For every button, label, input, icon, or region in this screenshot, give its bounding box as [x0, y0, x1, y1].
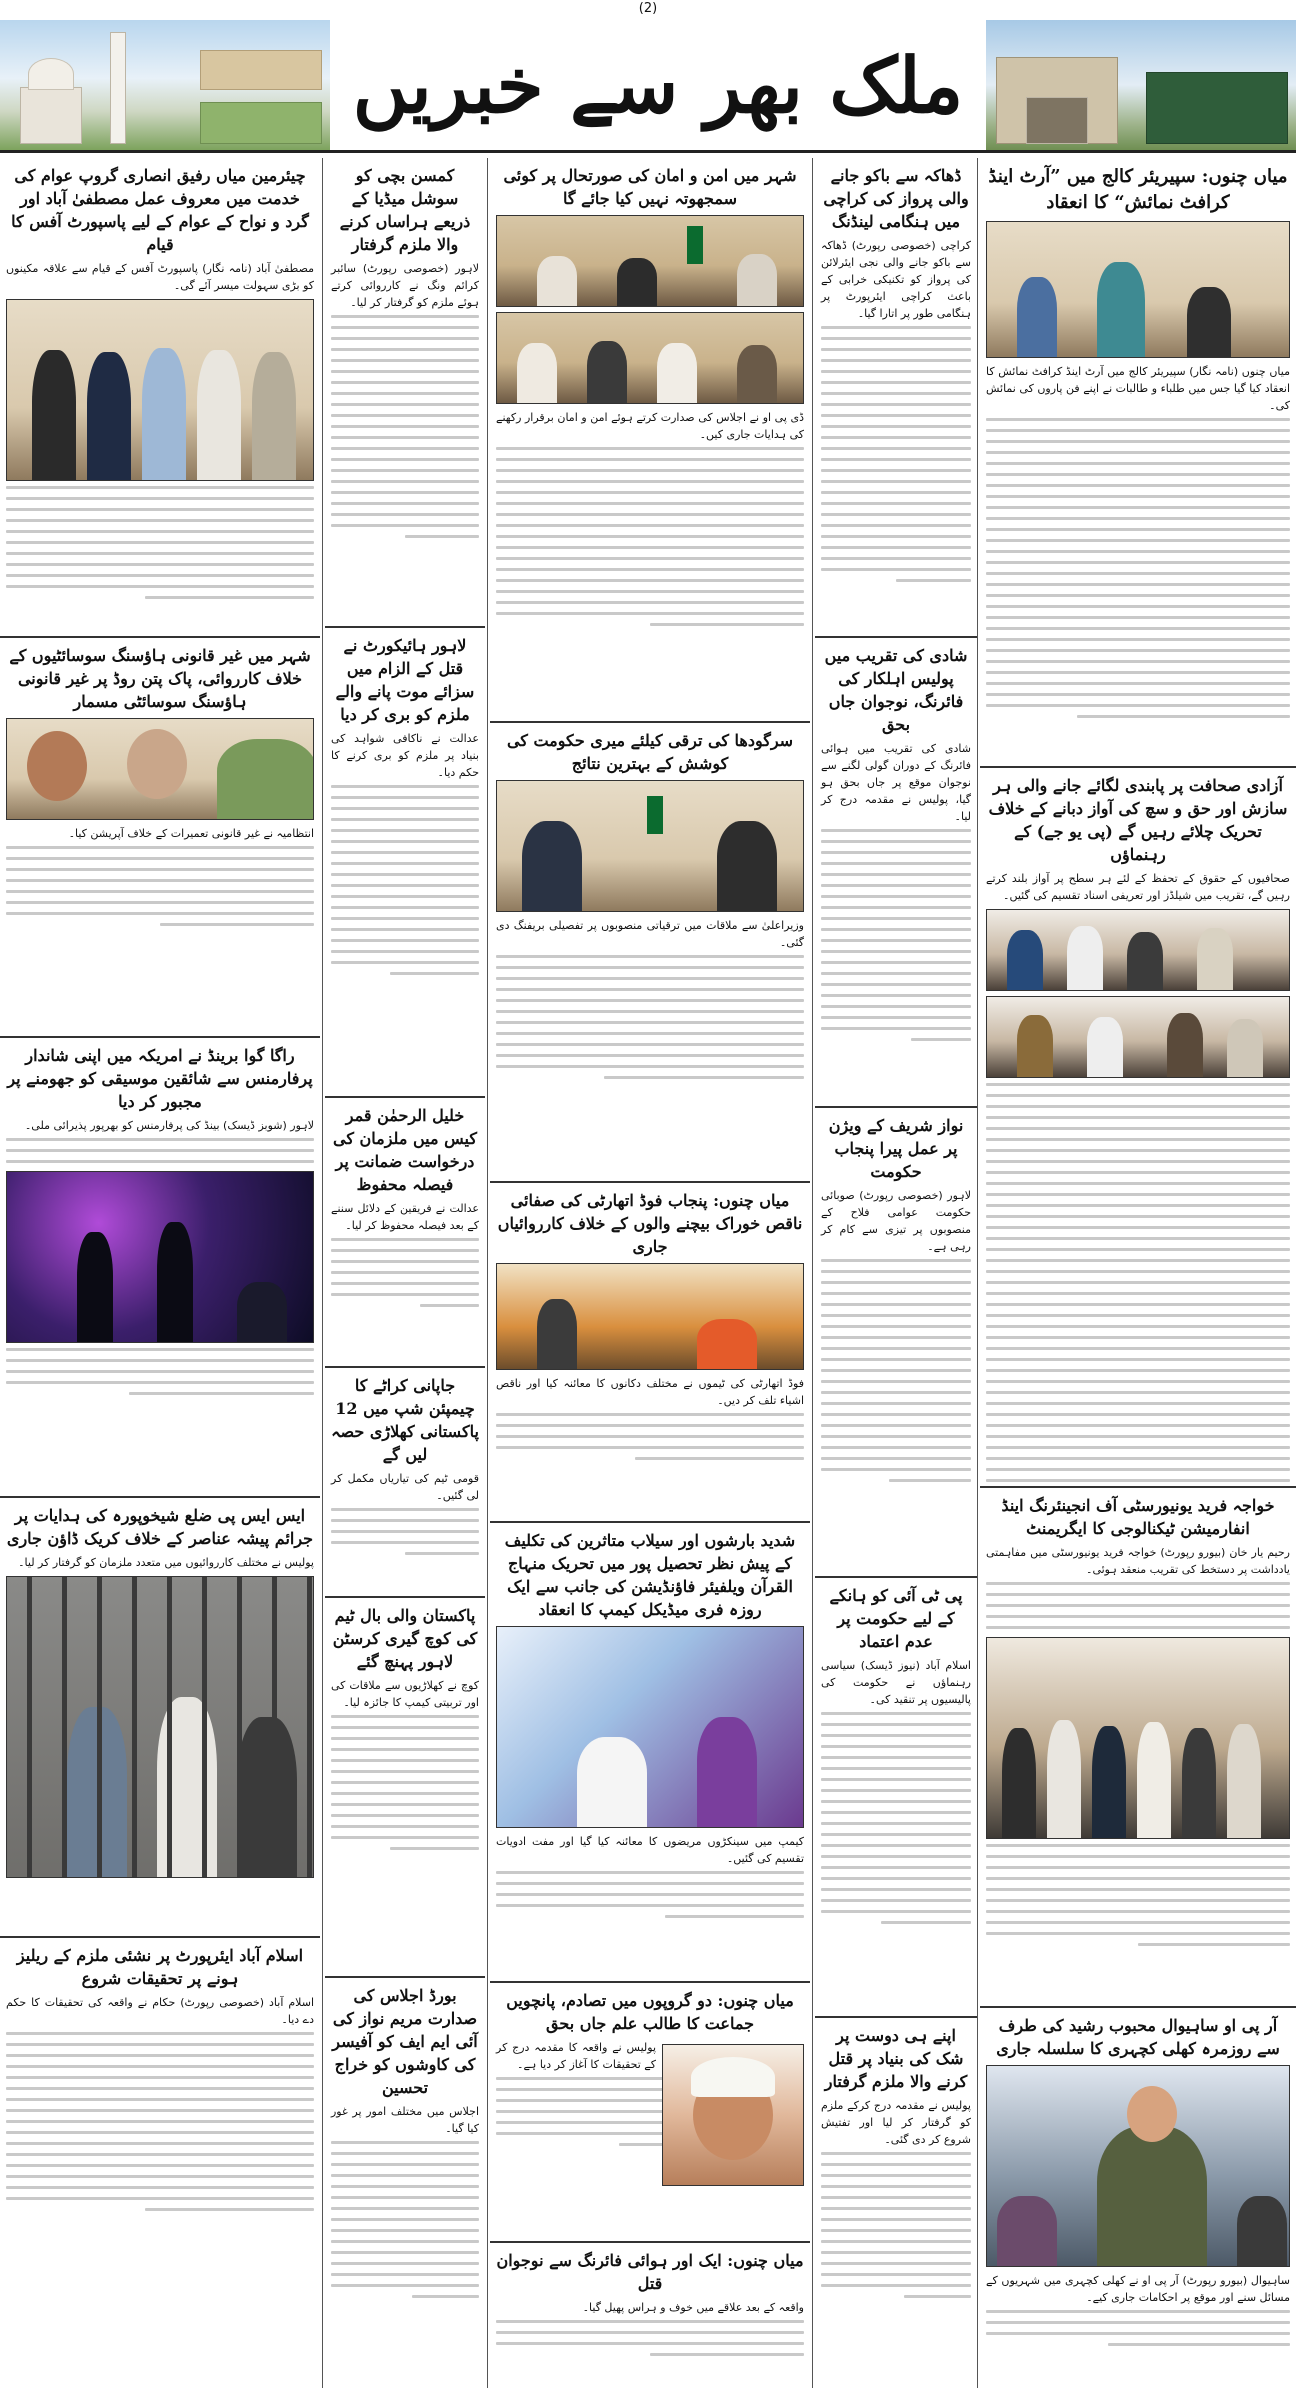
article-text: میاں چنوں (نامہ نگار) سپیریئر کالج میں آرٹ اینڈ کرافٹ نمائش کا انعقاد کیا گیا جس میں طلباء و طالبات نے اپنے فن پاروں کی نمائش کی۔	[986, 365, 1290, 412]
headline: آزادی صحافت پر پابندی لگائے جانے والی ہر سازش اور حق و سچ کی آواز دبانے کے خلاف تحریک چلائے رہیں گے (پی یو جے) کے رہنماؤں	[988, 776, 1288, 864]
article-text: عدالت نے فریقین کے دلائل سننے کے بعد فیصلہ محفوظ کر لیا۔	[331, 1202, 479, 1232]
person-figure	[157, 1697, 217, 1877]
meeting-photo-2	[496, 312, 804, 404]
headline: شادی کی تقریب میں پولیس اہلکار کی فائرنگ، نوجوان جاں بحق	[824, 646, 968, 734]
article-text: لاہور (شوبز ڈیسک) بینڈ کی پرفارمنس کو بھرپور پذیرائی ملی۔	[24, 1119, 314, 1132]
stadium-field	[200, 102, 322, 144]
headline: شہر میں غیر قانونی ہاؤسنگ سوسائٹیوں کے خلاف کارروائی، پاک پتن روڈ پر غیر قانونی ہاؤسنگ سوسائٹی مسمار	[9, 646, 311, 711]
text-lines	[6, 486, 314, 599]
column-1	[980, 158, 1296, 2388]
headline: شہر میں امن و امان کی صورتحال پر کوئی سمجھوتہ نہیں کیا جائے گا	[503, 166, 797, 208]
person-figure	[697, 1717, 757, 1827]
headline: چیئرمین میاں رفیق انصاری گروپ عوام کی خدمت میں معروف عمل مصطفیٰ آباد اور گرد و نواح کے عوام کے لیے پاسپورٹ آفس کا قیام	[11, 166, 309, 254]
masthead	[0, 20, 1296, 153]
text-lines	[6, 1348, 314, 1395]
minar-tower	[110, 32, 126, 144]
article-islamabad-airport	[0, 1938, 320, 2338]
column-4	[325, 158, 485, 2388]
article-text: رحیم یار خان (بیورو رپورٹ) خواجہ فرید یونیورسٹی میں مفاہمتی یادداشت پر دستخط کی تقریب منعقد ہوئی۔	[986, 1546, 1290, 1576]
headline: نواز شریف کے ویژن پر عمل پیرا پنجاب حکومت	[828, 1116, 964, 1181]
article-bail-decision	[325, 1098, 485, 1368]
student-photo	[662, 2044, 804, 2186]
article-wedding-firing	[815, 638, 977, 1108]
column-5	[0, 158, 320, 2388]
burning-goods	[697, 1319, 757, 1369]
headline: پاکستان والی بال ٹیم کی کوچ گیری کرسٹن لاہور پہنچ گئے	[332, 1606, 478, 1671]
article-text: اجلاس میں مختلف امور پر غور کیا گیا۔	[331, 2105, 479, 2135]
doctor-figure	[577, 1737, 647, 1827]
person-figure	[1227, 1724, 1261, 1838]
text-lines	[821, 829, 971, 1041]
column-divider	[812, 158, 813, 2388]
concert-photo	[6, 1171, 314, 1343]
article-text: ساہیوال (بیورو رپورٹ) آر پی او نے کھلی کچہری میں شہریوں کے مسائل سنے اور موقع پر احکامات جاری کیے۔	[986, 2274, 1290, 2304]
column-divider	[977, 158, 978, 2388]
text-lines	[331, 2141, 479, 2298]
person-figure	[32, 350, 76, 480]
text-lines	[986, 2310, 1290, 2346]
cm-meeting-photo	[496, 780, 804, 912]
article-friend-murder	[815, 2018, 977, 2388]
person-figure	[517, 343, 557, 403]
person-figure	[1167, 1013, 1203, 1077]
person-figure	[657, 343, 697, 403]
text-lines	[821, 2152, 971, 2298]
person-figure	[1087, 1017, 1123, 1077]
performer-figure	[77, 1232, 113, 1342]
meeting-photo-1	[496, 215, 804, 307]
column-2	[815, 158, 977, 2388]
text-lines	[821, 1712, 971, 1924]
headline: پی ٹی آئی کو ہانکے کے لیے حکومت پر عدم اعتماد	[829, 1586, 963, 1651]
garden-building	[200, 50, 322, 90]
column-divider	[322, 158, 323, 2388]
headline: شدید بارشوں اور سیلاب متاثرین کی تکلیف کے پیش نظر تحصیل پور میں تحریک منہاج القرآن ویلفیئر فاؤنڈیشن کی جانب سے ایک روزہ فری میڈیکل کیمپ کا انعقاد	[504, 1531, 796, 1619]
person-figure	[142, 348, 186, 480]
text-lines	[496, 1871, 804, 1918]
medical-camp-photo	[496, 1626, 804, 1828]
person-figure	[1227, 1019, 1263, 1077]
article-text: انتظامیہ نے غیر قانونی تعمیرات کے خلاف آپریشن کیا۔	[68, 827, 314, 840]
article-sargodha-development	[490, 723, 810, 1183]
passport-office-photo	[6, 299, 314, 481]
text-lines	[821, 326, 971, 582]
masthead-photo-left-monuments	[986, 20, 1296, 150]
text-lines	[821, 1259, 971, 1482]
officer-head	[1127, 2086, 1177, 2142]
person-figure	[1002, 1728, 1036, 1838]
article-text: شادی کی تقریب میں ہوائی فائرنگ کے دوران گولی لگنے سے نوجوان موقع پر جاں بحق ہو گیا، پولیس نے مقدمہ درج کر لیا۔	[821, 742, 971, 823]
rpo-open-court-photo	[986, 2065, 1290, 2267]
headline: میاں چنوں: سپیریئر کالج میں ”آرٹ اینڈ کرافٹ نمائش“ کا انعقاد	[988, 166, 1288, 213]
article-sheikhupura-crackdown	[0, 1498, 320, 1938]
university-agreement-photo	[986, 1637, 1290, 1839]
person-figure	[197, 350, 241, 480]
column-3	[490, 158, 810, 2388]
headline: آر پی او ساہیوال محبوب رشید کی طرف سے روزمرہ کھلی کچہری کا سلسلہ جاری	[996, 2016, 1280, 2058]
text-lines	[986, 1083, 1290, 1488]
headline: اسلام آباد ایئرپورٹ پر نشئی ملزم کے ریلیز ہونے پر تحقیقات شروع	[16, 1946, 304, 1988]
text-lines	[496, 447, 804, 626]
person-figure	[1197, 928, 1233, 990]
article-text: اسلام آباد (خصوصی رپورٹ) حکام نے واقعہ کی تحقیقات کا حکم دے دیا۔	[6, 1996, 314, 2026]
headline: خلیل الرحمٰن قمر کیس میں ملزمان کی درخواست ضمانت پر فیصلہ محفوظ	[333, 1106, 477, 1194]
text-lines	[496, 1413, 804, 1460]
article-rpo-open-court	[980, 2008, 1296, 2388]
text-lines	[6, 2032, 314, 2211]
flag	[687, 226, 703, 264]
text-lines	[986, 1844, 1290, 1946]
jail-photo	[6, 1576, 314, 1878]
article-text: اسلام آباد (نیوز ڈیسک) سیاسی رہنماؤں نے حکومت کی پالیسیوں پر تنقید کی۔	[821, 1659, 971, 1706]
article-law-and-order	[490, 158, 810, 723]
person-figure	[1017, 277, 1057, 357]
headline: ایس ایس پی ضلع شیخوپورہ کی ہدایات پر جرائم پیشہ عناصر کے خلاف کریک ڈاؤن جاری	[6, 1506, 314, 1548]
person-figure	[1127, 932, 1163, 990]
text-lines	[6, 1138, 314, 1163]
article-board-meeting	[325, 1978, 485, 2388]
article-medical-camp	[490, 1523, 810, 1983]
person-figure	[737, 254, 777, 306]
person-figure	[522, 821, 582, 911]
article-text: پولیس نے واقعہ کا مقدمہ درج کر کے تحقیقات کا آغاز کر دیا ہے۔	[496, 2041, 656, 2071]
person-figure	[237, 1717, 297, 1877]
headline: راگا گوا برینڈ نے امریکہ میں اپنی شاندار پرفارمنس سے شائقین موسیقی کو جھومنے پر مجبور کر دیا	[7, 1046, 313, 1111]
person-figure	[1047, 1720, 1081, 1838]
article-passport-office	[0, 158, 320, 638]
article-high-court-acquittal	[325, 628, 485, 1098]
text-lines	[6, 846, 314, 926]
person-figure	[1092, 1726, 1126, 1838]
article-text: صحافیوں کے حقوق کے تحفظ کے لئے ہر سطح پر آواز بلند کرتے رہیں گے، تقریب میں شیلڈز اور تعریفی اسناد تقسیم کی گئیں۔	[986, 872, 1290, 902]
person-figure	[717, 821, 777, 911]
fort-arch	[1026, 97, 1088, 144]
person-figure	[87, 352, 131, 480]
masthead-photo-right-monuments	[0, 20, 330, 150]
article-text: کراچی (خصوصی رپورٹ) ڈھاکہ سے باکو جانے والی نجی ایئرلائن کی پرواز کو تکنیکی خرابی کے باعث کراچی ایئرپورٹ پر ہنگامی طور پر اتارا گیا۔	[821, 239, 971, 320]
exhibition-photo	[986, 221, 1290, 358]
flag	[647, 796, 663, 834]
headline: میاں چنوں: پنجاب فوڈ اتھارٹی کی صفائی ناقص خوراک بیچنے والوں کے خلاف کارروائیاں جاری	[497, 1191, 803, 1256]
column-divider	[487, 158, 488, 2388]
headline: میاں چنوں: ایک اور ہوائی فائرنگ سے نوجوان قتل	[496, 2251, 804, 2293]
headline: لاہور ہائیکورٹ نے قتل کے الزام میں سزائے موت پانے والے ملزم کو بری کر دیا	[335, 636, 475, 724]
article-text: ڈی پی او نے اجلاس کی صدارت کرتے ہوئے امن و امان برقرار رکھنے کی ہدایات جاری کیں۔	[496, 411, 804, 441]
article-art-craft-exhibition	[980, 158, 1296, 768]
headline: اپنے ہی دوست پر شک کی بنیاد پر قتل کرنے والا ملزم گرفتار	[824, 2026, 968, 2091]
person-figure	[587, 341, 627, 403]
article-university-agreement	[980, 1488, 1296, 2008]
text-lines	[331, 785, 479, 975]
person-figure	[537, 1299, 577, 1369]
article-text: قومی ٹیم کی تیاریاں مکمل کر لی گئیں۔	[331, 1472, 479, 1502]
food-authority-photo	[496, 1263, 804, 1370]
monument-dome	[28, 58, 74, 90]
text-lines	[986, 1582, 1290, 1629]
person-figure	[1137, 1722, 1171, 1838]
person-figure	[1067, 926, 1103, 990]
headline: جاپانی کراٹے کا چیمپئن شپ میں 12 پاکستانی کھلاڑی حصہ لیں گے	[331, 1376, 479, 1464]
article-karate-championship	[325, 1368, 485, 1598]
article-clash-student-killed	[490, 1983, 810, 2243]
press-ceremony-photo-2	[986, 996, 1290, 1078]
article-text: پولیس نے مختلف کارروائیوں میں متعدد ملزمان کو گرفتار کر لیا۔	[18, 1556, 314, 1569]
keyboard-stand	[237, 1282, 287, 1342]
article-text: کوچ نے کھلاڑیوں سے ملاقات کی اور تربیتی کیمپ کا جائزہ لیا۔	[331, 1679, 479, 1709]
article-emergency-landing	[815, 158, 977, 638]
article-aerial-firing	[490, 2243, 810, 2388]
article-illegal-housing	[0, 638, 320, 1038]
person-figure	[737, 345, 777, 403]
person-face	[27, 731, 87, 801]
article-text: مصطفیٰ آباد (نامہ نگار) پاسپورٹ آفس کے قیام سے علاقہ مکینوں کو بڑی سہولت میسر آئے گی۔	[6, 262, 314, 292]
page-number: (2)	[638, 1, 658, 16]
text-lines	[496, 2320, 804, 2356]
masthead-title: ملک بھر سے خبریں	[352, 40, 964, 130]
text-lines	[986, 418, 1290, 718]
text-lines	[496, 955, 804, 1079]
person-figure	[1237, 2196, 1287, 2266]
article-food-authority	[490, 1183, 810, 1523]
text-lines	[331, 1715, 479, 1850]
article-text: کیمپ میں سینکڑوں مریضوں کا معائنہ کیا گیا اور مفت ادویات تقسیم کی گئیں۔	[496, 1835, 804, 1865]
article-press-freedom	[980, 768, 1296, 1488]
person-figure	[1187, 287, 1231, 357]
person-face	[127, 729, 187, 799]
article-text: فوڈ اتھارٹی کی ٹیموں نے مختلف دکانوں کا معائنہ کیا اور ناقص اشیاء تلف کر دیں۔	[496, 1377, 804, 1407]
press-ceremony-photo-1	[986, 909, 1290, 991]
heritage-building	[1146, 72, 1288, 144]
person-figure	[1017, 1015, 1053, 1077]
article-text: واقعہ کے بعد علاقے میں خوف و ہراس پھیل گیا۔	[582, 2301, 804, 2314]
article-band-performance	[0, 1038, 320, 1498]
person-figure	[1007, 930, 1043, 990]
person-figure	[617, 258, 657, 306]
person-figure	[1182, 1728, 1216, 1838]
officer-figure	[1097, 2126, 1207, 2266]
person-figure	[997, 2196, 1057, 2266]
text-lines	[331, 1238, 479, 1307]
housing-society-photo	[6, 718, 314, 820]
article-volleyball-coach	[325, 1598, 485, 1978]
headline: کمسن بچی کو سوشل میڈیا کے ذریعے ہراساں کرنے والا ملزم گرفتار	[339, 166, 471, 254]
person-figure	[537, 256, 577, 306]
article-nawaz-vision	[815, 1108, 977, 1578]
headline: میاں چنوں: دو گروپوں میں تصادم، پانچویں جماعت کا طالب علم جاں بحق	[506, 1991, 794, 2033]
headline: سرگودھا کی ترقی کیلئے میری حکومت کی کوشش کے بہترین نتائج	[506, 731, 794, 773]
monument-building	[20, 87, 82, 144]
prayer-cap	[691, 2057, 775, 2097]
text-lines	[331, 1508, 479, 1555]
performer-figure	[157, 1222, 193, 1342]
article-text: پولیس نے مقدمہ درج کرکے ملزم کو گرفتار کر لیا اور تفتیش شروع کر دی گئی۔	[821, 2099, 971, 2146]
building-site	[217, 739, 314, 819]
article-text: لاہور (خصوصی رپورٹ) سائبر کرائم ونگ نے کارروائی کرتے ہوئے ملزم کو گرفتار کر لیا۔	[331, 262, 479, 309]
person-figure	[252, 352, 296, 480]
text-lines	[331, 315, 479, 538]
article-text: لاہور (خصوصی رپورٹ) صوبائی حکومت عوامی فلاح کے منصوبوں پر تیزی سے کام کر رہی ہے۔	[821, 1189, 971, 1253]
headline: خواجہ فرید یونیورسٹی آف انجینئرنگ اینڈ انفارمیشن ٹیکنالوجی کا ایگریمنٹ	[1001, 1496, 1275, 1538]
person-figure	[1097, 262, 1145, 357]
headline: ڈھاکہ سے باکو جانے والی پرواز کی کراچی میں ہنگامی لینڈنگ	[823, 166, 969, 231]
article-text: وزیراعلیٰ سے ملاقات میں ترقیاتی منصوبوں پر تفصیلی بریفنگ دی گئی۔	[496, 919, 804, 949]
article-pti-government	[815, 1578, 977, 2018]
headline: بورڈ اجلاس کی صدارت مریم نواز کی آئی ایم ایف کو آفیسر کی کاوشوں کو خراج تحسین	[332, 1986, 478, 2097]
article-text: عدالت نے ناکافی شواہد کی بنیاد پر ملزم کو بری کرنے کا حکم دیا۔	[331, 732, 479, 779]
article-cyber-harassment	[325, 158, 485, 628]
